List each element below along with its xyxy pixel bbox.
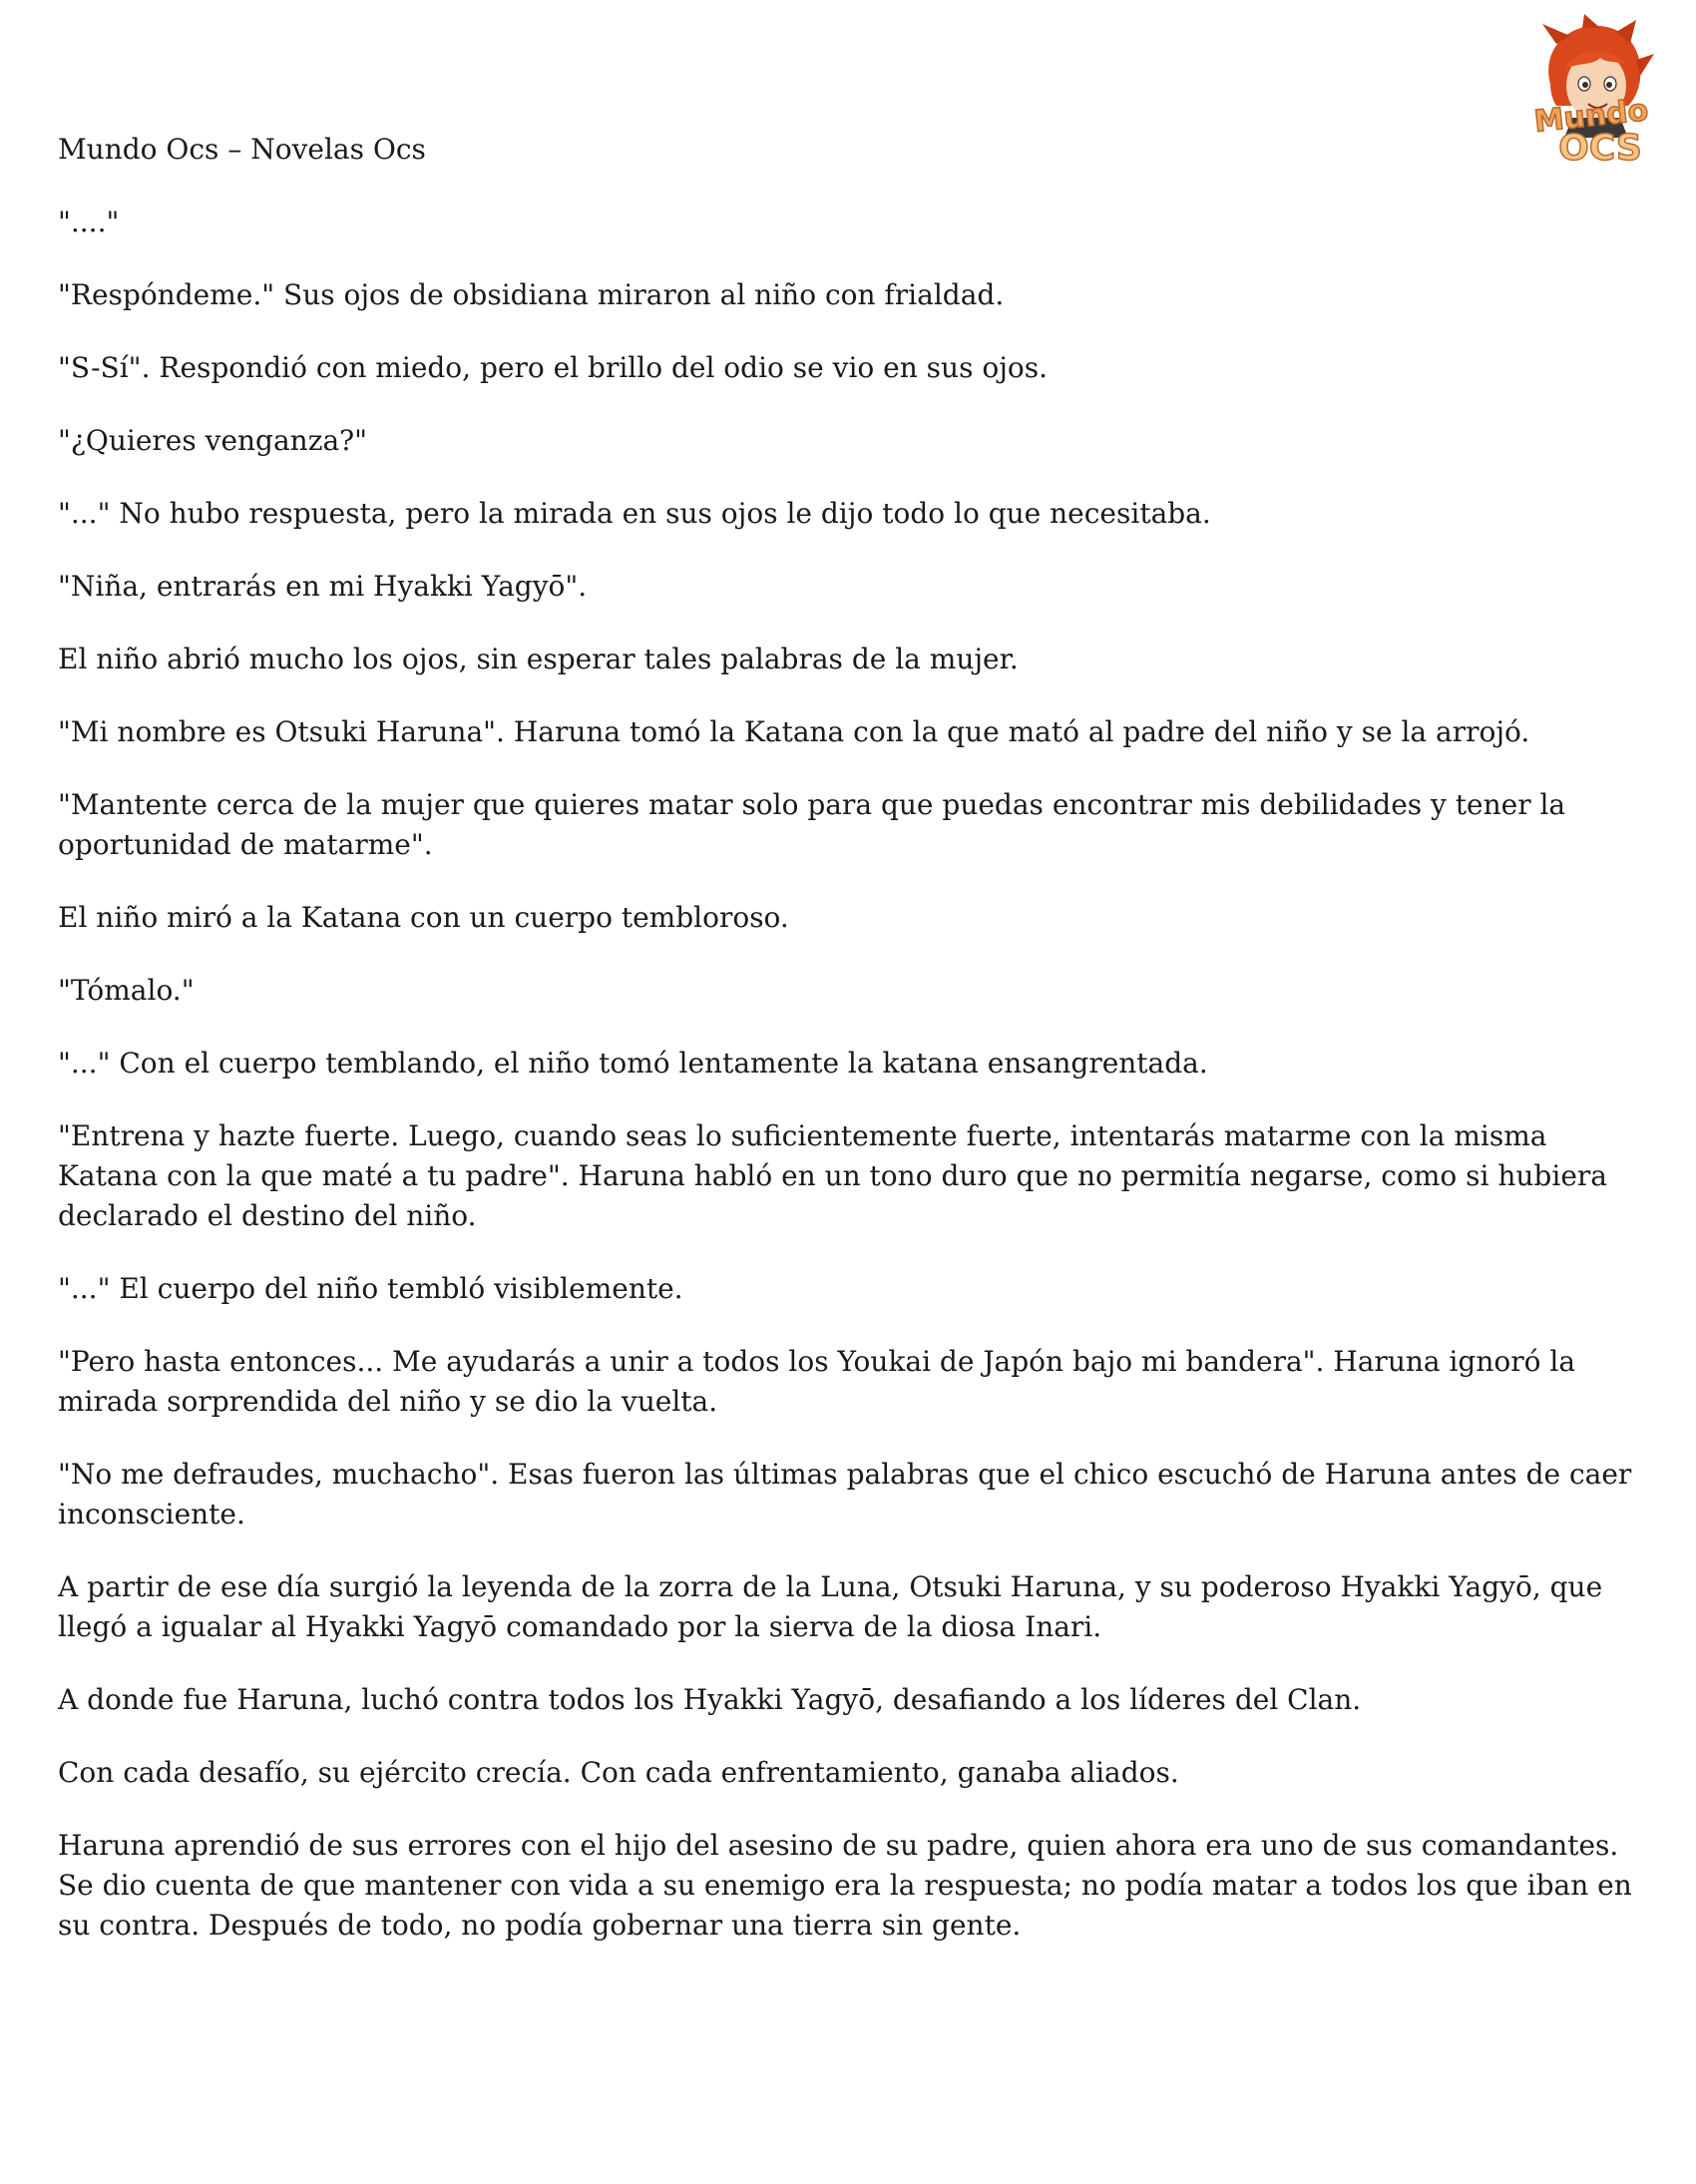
paragraph: Haruna aprendió de sus errores con el hijo del asesino de su padre, quien ahora era uno de sus comandantes. Se dio cuenta de que mantener con vida a su enemigo era la respuesta; no podía matar a todos los que iban en su contra. Después de todo, no podía gobernar una tierra sin gente. bbox=[58, 1829, 1632, 1942]
paragraph: "..." El cuerpo del niño tembló visiblemente. bbox=[58, 1272, 683, 1305]
paragraph: "Mi nombre es Otsuki Haruna". Haruna tomó la Katana con la que mató al padre del niño y se la arrojó. bbox=[58, 715, 1530, 748]
paragraph: A partir de ese día surgió la leyenda de la zorra de la Luna, Otsuki Haruna, y su poderoso Hyakki Yagyō, que llegó a igualar al Hyakki Yagyō comandado por la sierva de la diosa Inari. bbox=[58, 1570, 1603, 1643]
paragraph: El niño abrió mucho los ojos, sin esperar tales palabras de la mujer. bbox=[58, 643, 1019, 675]
paragraph: El niño miró a la Katana con un cuerpo tembloroso. bbox=[58, 901, 789, 934]
paragraph: "S-Sí". Respondió con miedo, pero el brillo del odio se vio en sus ojos. bbox=[58, 351, 1049, 384]
paragraph: "Mantente cerca de la mujer que quieres matar solo para que puedas encontrar mis debilidades y tener la oportunidad de matarme". bbox=[58, 788, 1566, 861]
paragraph: "..." Con el cuerpo temblando, el niño tomó lentamente la katana ensangrentada. bbox=[58, 1047, 1208, 1080]
paragraph: A donde fue Haruna, luchó contra todos los Hyakki Yagyō, desafiando a los líderes del Clan. bbox=[58, 1683, 1362, 1716]
svg-text:OCS: OCS bbox=[1558, 128, 1642, 169]
paragraph: "Pero hasta entonces... Me ayudarás a unir a todos los Youkai de Japón bajo mi bandera". Haruna ignoró la mirada sorprendida del niño y se dio la vuelta. bbox=[58, 1345, 1576, 1418]
page-header-title: Mundo Ocs – Novelas Ocs bbox=[58, 133, 426, 166]
paragraph: "¿Quieres venganza?" bbox=[58, 424, 368, 457]
paragraph: "Niña, entrarás en mi Hyakki Yagyō". bbox=[58, 570, 588, 603]
paragraph: "Entrena y hazte fuerte. Luego, cuando seas lo suficientemente fuerte, intentarás matarme con la misma Katana con la que maté a tu padre". Haruna habló en un tono duro que no permitía negarse, como si hubiera declarado el destino del niño. bbox=[58, 1119, 1607, 1232]
svg-text:Mundo: Mundo bbox=[1532, 93, 1650, 140]
paragraph: "No me defraudes, muchacho". Esas fueron las últimas palabras que el chico escuchó de Haruna antes de caer inconsciente. bbox=[58, 1458, 1632, 1530]
paragraph: "Respóndeme." Sus ojos de obsidiana miraron al niño con frialdad. bbox=[58, 278, 1005, 311]
paragraph: "...." bbox=[58, 206, 120, 238]
document-body bbox=[58, 130, 1654, 1978]
paragraph: Con cada desafío, su ejército crecía. Con cada enfrentamiento, ganaba aliados. bbox=[58, 1756, 1179, 1789]
paragraph: "..." No hubo respuesta, pero la mirada en sus ojos le dijo todo lo que necesitaba. bbox=[58, 497, 1211, 530]
paragraph: "Tómalo." bbox=[58, 974, 195, 1007]
